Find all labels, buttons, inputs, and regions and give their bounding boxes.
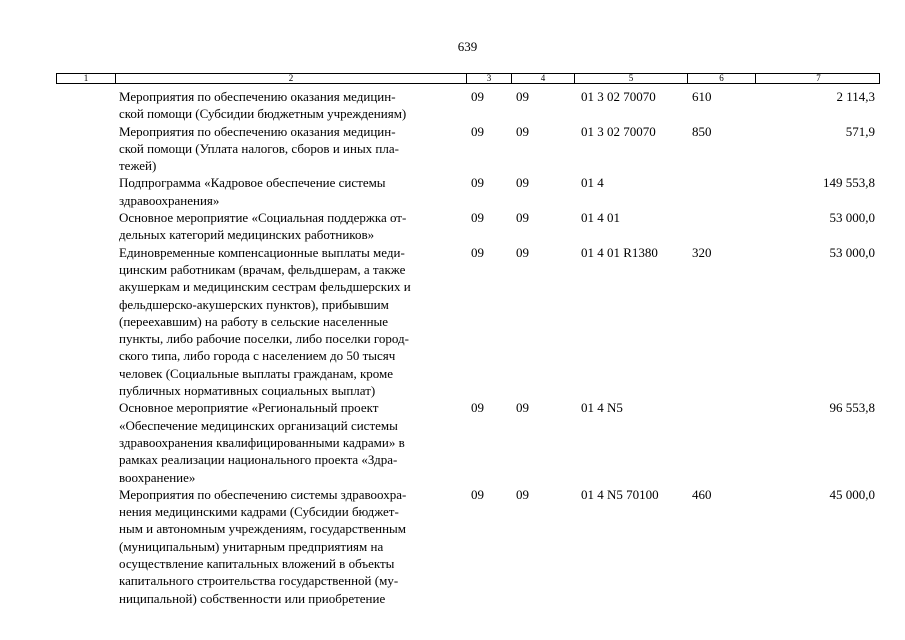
- description-line: тежей): [119, 158, 157, 174]
- description-line: здравоохранения квалифицированными кадрами» в: [119, 434, 405, 450]
- description-line: (муниципальным) унитарным предприятиям на: [119, 538, 384, 554]
- col-section: 09: [471, 400, 484, 416]
- header-col-4: 4: [512, 74, 575, 83]
- col-section: 09: [471, 210, 484, 226]
- description-line: «Обеспечение медицинских организаций системы: [119, 417, 398, 433]
- header-col-1: 1: [57, 74, 116, 83]
- description-line: осуществление капитальных вложений в объекты: [119, 556, 395, 572]
- col-target-article: 01 3 02 70070: [581, 89, 656, 104]
- col-amount: 149 553,8: [823, 175, 875, 191]
- table-row: [0, 174, 905, 209]
- col-target-article: 01 3 02 70070: [581, 123, 656, 139]
- col-subsection: 09: [516, 175, 529, 191]
- description-line: дельных категорий медицинских работников»: [119, 227, 375, 243]
- col-subsection: 09: [516, 244, 529, 260]
- description-line: фельдшерско-акушерских пунктов), прибывшим: [119, 296, 389, 312]
- col-expense-type: 460: [692, 486, 712, 502]
- col-target-article: 01 4 01: [581, 210, 620, 226]
- col-amount: 2 114,3: [836, 89, 875, 104]
- table-row: [0, 123, 905, 175]
- col-section: 09: [471, 175, 484, 191]
- col-target-article: 01 4 01 R1380: [581, 244, 658, 260]
- description-line: Мероприятия по обеспечению системы здравоохра-: [119, 486, 407, 502]
- description-line: ниципальной) собственности или приобретение: [119, 590, 386, 606]
- col-amount: 53 000,0: [829, 210, 875, 226]
- description-line: Мероприятия по обеспечению оказания медицин-: [119, 123, 396, 139]
- col-section: 09: [471, 244, 484, 260]
- col-target-article: 01 4 N5 70100: [581, 486, 659, 502]
- description-line: ского типа, либо города с населением до 50 тысяч: [119, 348, 396, 364]
- header-col-7: 7: [816, 73, 821, 83]
- description-line: ным и автономным учреждениям, государственным: [119, 521, 407, 537]
- col-amount: 96 553,8: [829, 400, 875, 416]
- description-line: Основное мероприятие «Региональный проект: [119, 400, 379, 416]
- header-col-6: 6: [688, 74, 756, 83]
- col-expense-type: 610: [692, 89, 712, 104]
- table-row: [0, 209, 905, 244]
- col-expense-type: 320: [692, 244, 712, 260]
- description-line: воохранение»: [119, 469, 196, 485]
- description-line: рамках реализации национального проекта «Здра-: [119, 452, 398, 468]
- description-line: ской помощи (Субсидии бюджетным учреждениям): [119, 106, 407, 122]
- row-description: [119, 244, 461, 400]
- header-col-5: 5: [575, 74, 688, 83]
- col-subsection: 09: [516, 123, 529, 139]
- description-line: цинским работникам (врачам, фельдшерам, а также: [119, 261, 406, 277]
- col-subsection: 09: [516, 400, 529, 416]
- col-target-article: 01 4: [581, 175, 604, 191]
- table-body: [0, 88, 905, 607]
- row-description: [119, 209, 461, 244]
- row-description: [119, 399, 461, 485]
- description-line: Подпрограмма «Кадровое обеспечение системы: [119, 175, 386, 191]
- col-amount: 53 000,0: [829, 244, 875, 260]
- description-line: пункты, либо рабочие поселки, либо поселки город-: [119, 331, 409, 347]
- description-line: (переехавшим) на работу в сельские населенные: [119, 313, 389, 329]
- col-subsection: 09: [516, 89, 529, 104]
- header-col-2: 2: [116, 74, 467, 83]
- table-row: [0, 399, 905, 486]
- col-expense-type: 850: [692, 123, 712, 139]
- col-amount: 45 000,0: [829, 486, 875, 502]
- description-line: Единовременные компенсационные выплаты меди-: [119, 244, 405, 260]
- col-section: 09: [471, 486, 484, 502]
- col-target-article: 01 4 N5: [581, 400, 623, 416]
- col-subsection: 09: [516, 486, 529, 502]
- description-line: акушеркам и медицинским сестрам фельдшерских и: [119, 279, 411, 295]
- page-number: 639: [457, 39, 478, 54]
- col-subsection: 09: [516, 210, 529, 226]
- table-header-row: [56, 73, 880, 84]
- description-line: капитального строительства государственной (му-: [119, 573, 399, 589]
- table-row: [0, 88, 905, 123]
- row-description: [119, 486, 461, 607]
- col-section: 09: [471, 89, 484, 104]
- description-line: Основное мероприятие «Социальная поддержка от-: [119, 210, 407, 226]
- col-section: 09: [471, 123, 484, 139]
- col-amount: 571,9: [845, 123, 875, 139]
- description-line: человек (Социальные выплаты гражданам, кроме: [119, 365, 394, 381]
- row-description: [119, 88, 461, 123]
- table-row: [0, 244, 905, 400]
- description-line: публичных нормативных социальных выплат): [119, 383, 376, 399]
- description-line: нения медицинскими кадрами (Субсидии бюджет-: [119, 504, 399, 520]
- row-description: [119, 123, 461, 175]
- description-line: ской помощи (Уплата налогов, сборов и иных пла-: [119, 140, 399, 156]
- row-description: [119, 174, 461, 209]
- header-col-3: 3: [467, 74, 512, 83]
- description-line: здравоохранения»: [119, 192, 220, 208]
- table-row: [0, 486, 905, 607]
- description-line: Мероприятия по обеспечению оказания медицин-: [119, 89, 396, 104]
